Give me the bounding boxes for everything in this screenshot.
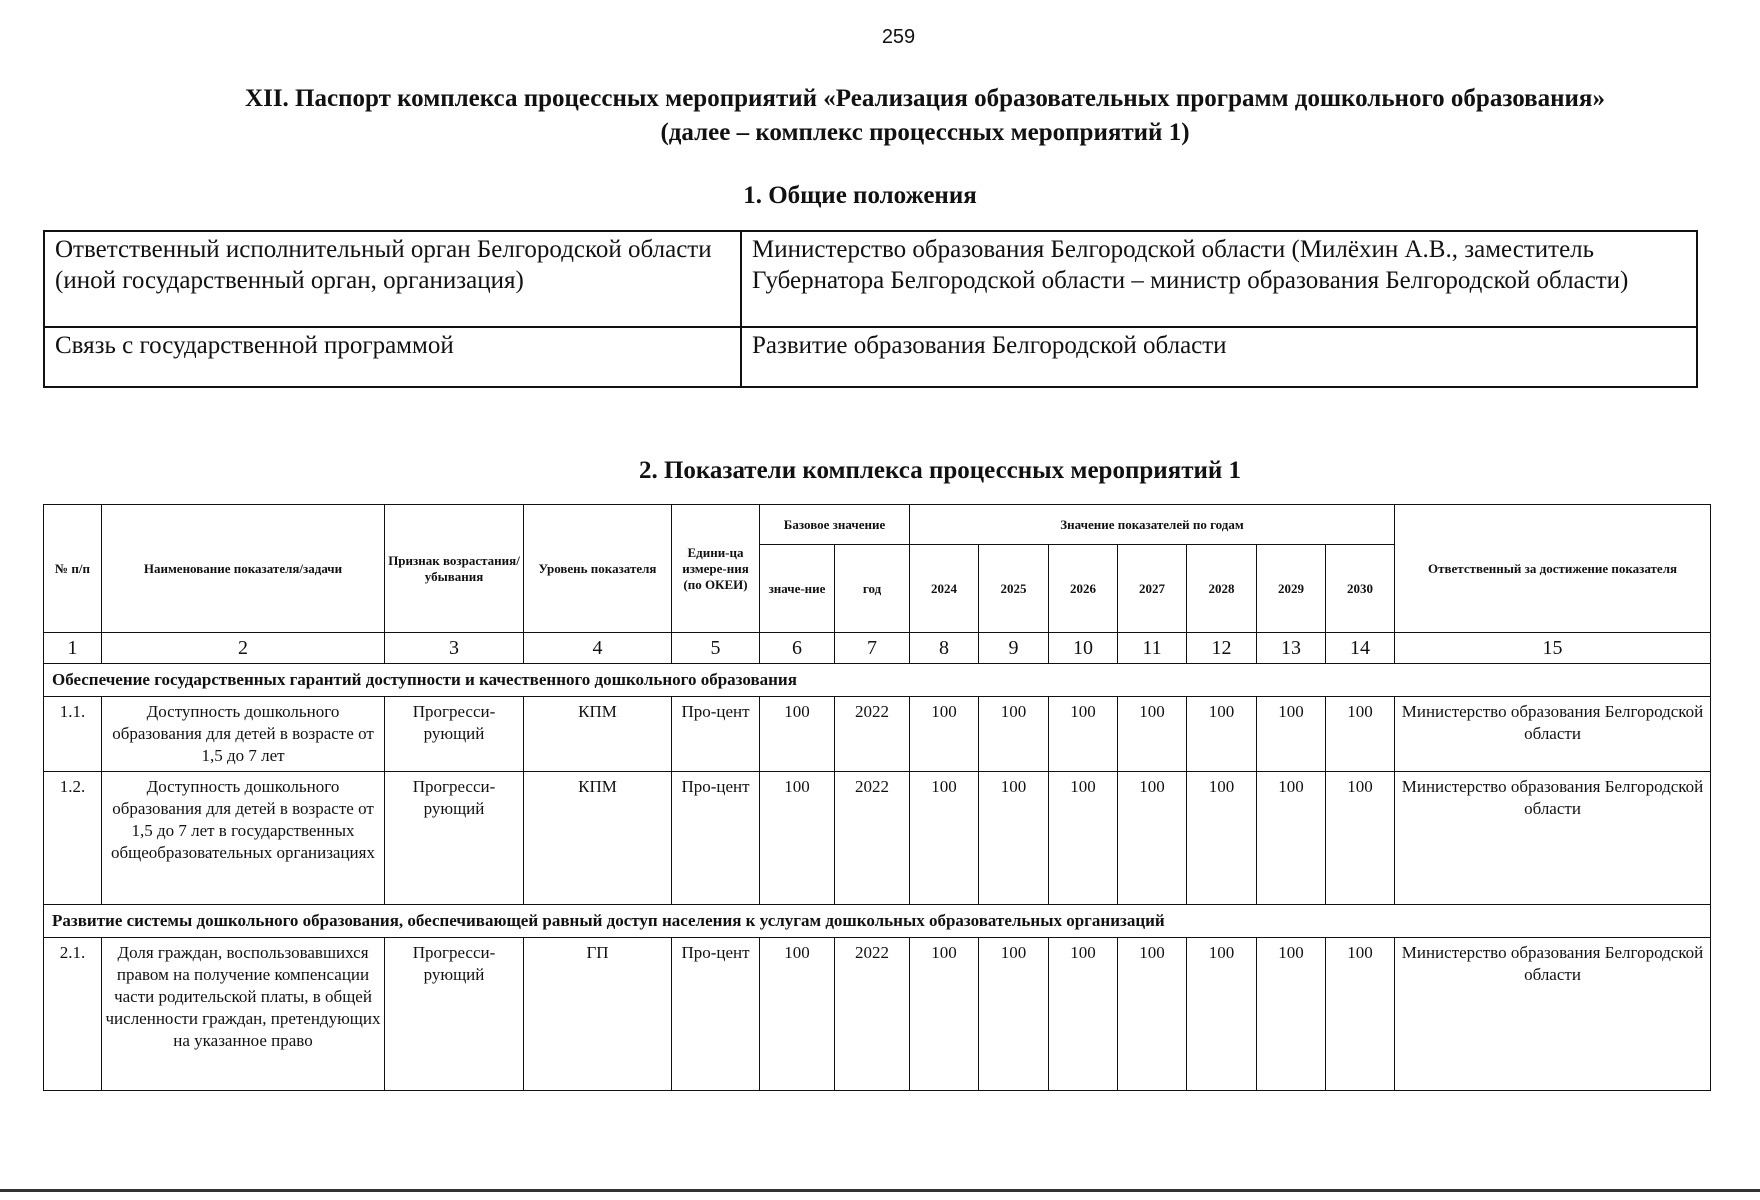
year-value: 100 [1326,697,1395,772]
responsible: Министерство образования Белгородской области [1395,772,1711,905]
column-number: 8 [910,633,979,664]
indicator-level: КПМ [524,772,672,905]
column-number: 4 [524,633,672,664]
base-value: 100 [760,772,835,905]
indicator-trend: Прогресси-рующий [385,938,524,1091]
year-value: 100 [979,938,1049,1091]
year-value: 100 [1049,697,1118,772]
header-num: № п/п [44,505,102,633]
responsible-body-value: Министерство образования Белгородской области (Милёхин А.В., заместитель Губернатора Белгородской области – министр образования Белгородской области) [741,231,1697,327]
indicator-unit: Про-цент [672,938,760,1091]
header-level: Уровень показателя [524,505,672,633]
year-value: 100 [979,772,1049,905]
row-num: 1.2. [44,772,102,905]
indicator-trend: Прогресси-рующий [385,772,524,905]
header-trend: Признак возрастания/ убывания [385,505,524,633]
header-year: 2027 [1118,545,1187,633]
base-value: 100 [760,697,835,772]
year-value: 100 [1187,697,1257,772]
year-value: 100 [1049,938,1118,1091]
base-value: 100 [760,938,835,1091]
column-number: 10 [1049,633,1118,664]
header-unit: Едини-ца измере-ния (по ОКЕИ) [672,505,760,633]
header-year: 2026 [1049,545,1118,633]
year-value: 100 [1118,772,1187,905]
column-number: 11 [1118,633,1187,664]
year-value: 100 [1187,938,1257,1091]
header-year: 2029 [1257,545,1326,633]
indicator-trend: Прогресси-рующий [385,697,524,772]
table-row [44,938,1711,1091]
header-responsible: Ответственный за достижение показателя [1395,505,1711,633]
header-base-value: значе-ние [760,545,835,633]
year-value: 100 [1326,772,1395,905]
column-number: 7 [835,633,910,664]
page-number: 259 [881,26,916,48]
column-number: 12 [1187,633,1257,664]
column-number: 6 [760,633,835,664]
year-value: 100 [910,697,979,772]
indicator-name: Доступность дошкольного образования для детей в возрасте от 1,5 до 7 лет [102,697,385,772]
year-value: 100 [1326,938,1395,1091]
base-year: 2022 [835,938,910,1091]
column-number-row [44,633,1711,664]
indicator-unit: Про-цент [672,697,760,772]
task-group-title: Развитие системы дошкольного образования, обеспечивающей равный доступ населения к услугам дошкольных образовательных организаций [44,905,1711,938]
header-base-year: год [835,545,910,633]
title-line-2: (далее – комплекс процессных мероприятий 1) [660,119,1190,146]
indicators-heading: 2. Показатели комплекса процессных мероприятий 1 [638,457,1242,484]
table-row [44,697,1711,772]
header-base: Базовое значение [760,505,910,545]
year-value: 100 [1257,772,1326,905]
table-row [44,327,1697,387]
year-value: 100 [979,697,1049,772]
year-value: 100 [1118,938,1187,1091]
general-provisions-heading: 1. Общие положения [743,182,977,209]
table-row [44,231,1697,327]
row-num: 1.1. [44,697,102,772]
task-group-row [44,664,1711,697]
base-year: 2022 [835,697,910,772]
indicators-table [43,504,1711,1091]
indicator-name: Доля граждан, воспользовавшихся правом на получение компенсации части родительской платы, в общей численности граждан, претендующих на указанное право [102,938,385,1091]
year-value: 100 [1257,938,1326,1091]
column-number: 3 [385,633,524,664]
general-provisions-table [43,230,1698,388]
column-number: 1 [44,633,102,664]
column-number: 15 [1395,633,1711,664]
program-link-value: Развитие образования Белгородской области [741,327,1697,387]
header-year: 2030 [1326,545,1395,633]
indicator-level: ГП [524,938,672,1091]
responsible: Министерство образования Белгородской области [1395,938,1711,1091]
header-name: Наименование показателя/задачи [102,505,385,633]
column-number: 2 [102,633,385,664]
task-group-row [44,905,1711,938]
responsible: Министерство образования Белгородской области [1395,697,1711,772]
year-value: 100 [910,938,979,1091]
page-bottom-rule [0,1189,1760,1192]
year-value: 100 [1118,697,1187,772]
year-value: 100 [1049,772,1118,905]
header-year: 2028 [1187,545,1257,633]
title-line-1: XII. Паспорт комплекса процессных мероприятий «Реализация образовательных программ дошкольного образования» [245,85,1605,112]
table-row [44,772,1711,905]
column-number: 5 [672,633,760,664]
row-num: 2.1. [44,938,102,1091]
indicator-level: КПМ [524,697,672,772]
header-years-group: Значение показателей по годам [910,505,1395,545]
year-value: 100 [1257,697,1326,772]
indicator-unit: Про-цент [672,772,760,905]
base-year: 2022 [835,772,910,905]
header-year: 2025 [979,545,1049,633]
header-year: 2024 [910,545,979,633]
responsible-body-label: Ответственный исполнительный орган Белгородской области (иной государственный орган, организация) [44,231,741,327]
document-title [150,82,1700,150]
column-number: 14 [1326,633,1395,664]
task-group-title: Обеспечение государственных гарантий доступности и качественного дошкольного образования [44,664,1711,697]
indicator-name: Доступность дошкольного образования для детей в возрасте от 1,5 до 7 лет в государственных общеобразовательных организациях [102,772,385,905]
column-number: 9 [979,633,1049,664]
column-number: 13 [1257,633,1326,664]
year-value: 100 [1187,772,1257,905]
year-value: 100 [910,772,979,905]
program-link-label: Связь с государственной программой [44,327,741,387]
